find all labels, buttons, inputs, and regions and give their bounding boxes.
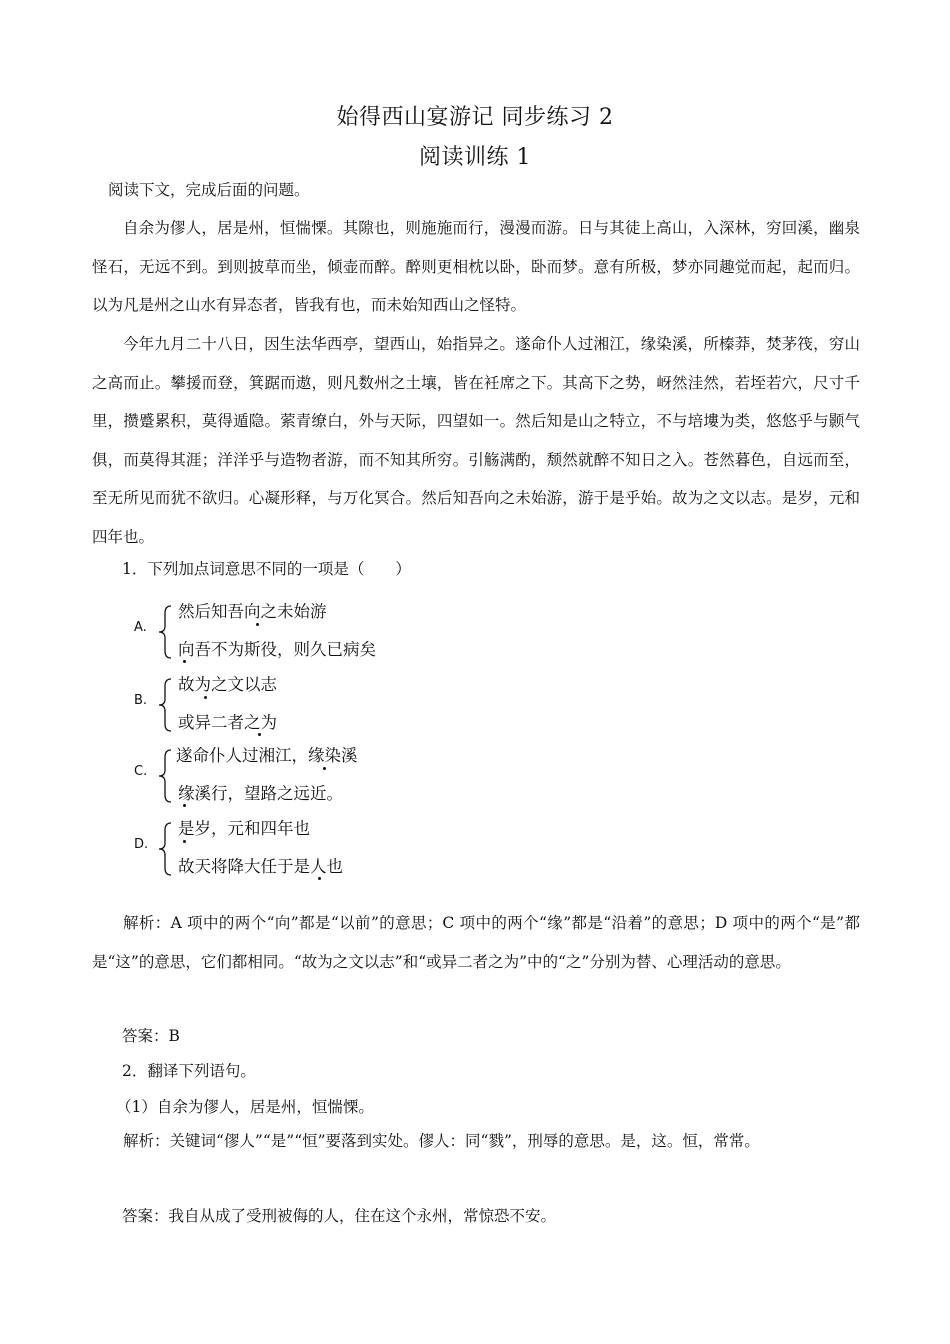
brace-icon [158, 604, 172, 660]
reading-instruction: 阅读下文，完成后面的问题。 [108, 181, 310, 199]
question-2-stem: 2．翻译下列语句。 [122, 1062, 256, 1080]
question-1-answer: 答案：B [122, 1027, 180, 1045]
brace-icon [158, 748, 172, 804]
brace-icon [158, 677, 172, 733]
emphasis-dot [183, 804, 186, 807]
emphasis-dot [204, 696, 207, 699]
passage-paragraph-1: 自余为僇人，居是州，恒惴慄。其隙也，则施施而行，漫漫而游。日与其徒上高山，入深林，穷回溪，幽泉怪石，无远不到。到则披草而坐，倾壶而醉。醉则更相枕以卧，卧而梦。意有所极，梦亦同趣觉而起，起而归。以为凡是州之山水有异态者，皆我有也，而未始知西山之怪特。 [92, 219, 860, 314]
emphasis-dot [183, 660, 186, 663]
option-line-1: 是岁，元和四年也 [178, 819, 310, 838]
document-subtitle: 阅读训练 1 [419, 145, 531, 170]
question-2-analysis: 解析：关键词“僇人”“是”“恒”要落到实处。僇人：同“戮”，刑辱的意思。是，这。恒，常常。 [123, 1132, 760, 1150]
emphasis-dot [258, 733, 261, 736]
option-line-2: 或异二者之为 [178, 713, 277, 732]
option-letter: C. [134, 764, 148, 779]
option-line-1: 然后知吾向之未始游 [178, 602, 327, 621]
brace-icon [158, 821, 172, 877]
option-letter: B. [134, 693, 148, 708]
emphasis-dot [318, 877, 321, 880]
option-line-1: 遂命仆人过湘江，缘染溪 [176, 746, 358, 765]
question-2-sub-1: （1）自余为僇人，居是州，恒惴慄。 [116, 1098, 374, 1116]
document-title: 始得西山宴游记 同步练习 2 [336, 105, 614, 130]
emphasis-dot [183, 840, 186, 843]
option-line-2: 故天将降大任于是人也 [178, 857, 343, 876]
passage-paragraph-2: 今年九月二十八日，因生法华西亭，望西山，始指异之。遂命仆人过湘江，缘染溪，所榛莽，焚茅筏，穷山之高而止。攀援而登，箕踞而遨，则凡数州之土壤，皆在衽席之下。其高下之势，岈然洼然，若垤若穴，尺寸千里，攒蹙累积，莫得遁隐。萦青缭白，外与天际，四望如一。然后知是山之特立，不与培塿为类，悠悠乎与颢气俱，而莫得其涯；洋洋乎与造物者游，而不知其所穷。引觞满酌，颓然就醉不知日之入。苍然暮色，自远而至，至无所见而犹不欲归。心凝形释，与万化冥合。然后知吾向之未始游，游于是乎始。故为之文以志。是岁，元和四年也。 [92, 335, 860, 546]
emphasis-dot [256, 623, 259, 626]
option-letter: D. [134, 837, 149, 852]
option-letter: A. [134, 620, 147, 635]
option-line-2: 向吾不为斯役，则久已病矣 [178, 640, 376, 659]
question-2-answer: 答案：我自从成了受刑被侮的人，住在这个永州，常惊恐不安。 [122, 1207, 557, 1225]
question-1-stem: 1．下列加点词意思不同的一项是（ ） [122, 560, 411, 578]
question-1-analysis: 解析：A 项中的两个“向”都是“以前”的意思；C 项中的两个“缘”都是“沿着”的意思；D 项中的两个“是”都是“这”的意思，它们都相同。“故为之文以志”和“或异二者之为”中的“之”分别为替、心理活动的意思。 [92, 914, 860, 971]
emphasis-dot [323, 767, 326, 770]
option-line-1: 故为之文以志 [178, 675, 277, 694]
option-line-2: 缘溪行，望路之远近。 [178, 784, 343, 803]
